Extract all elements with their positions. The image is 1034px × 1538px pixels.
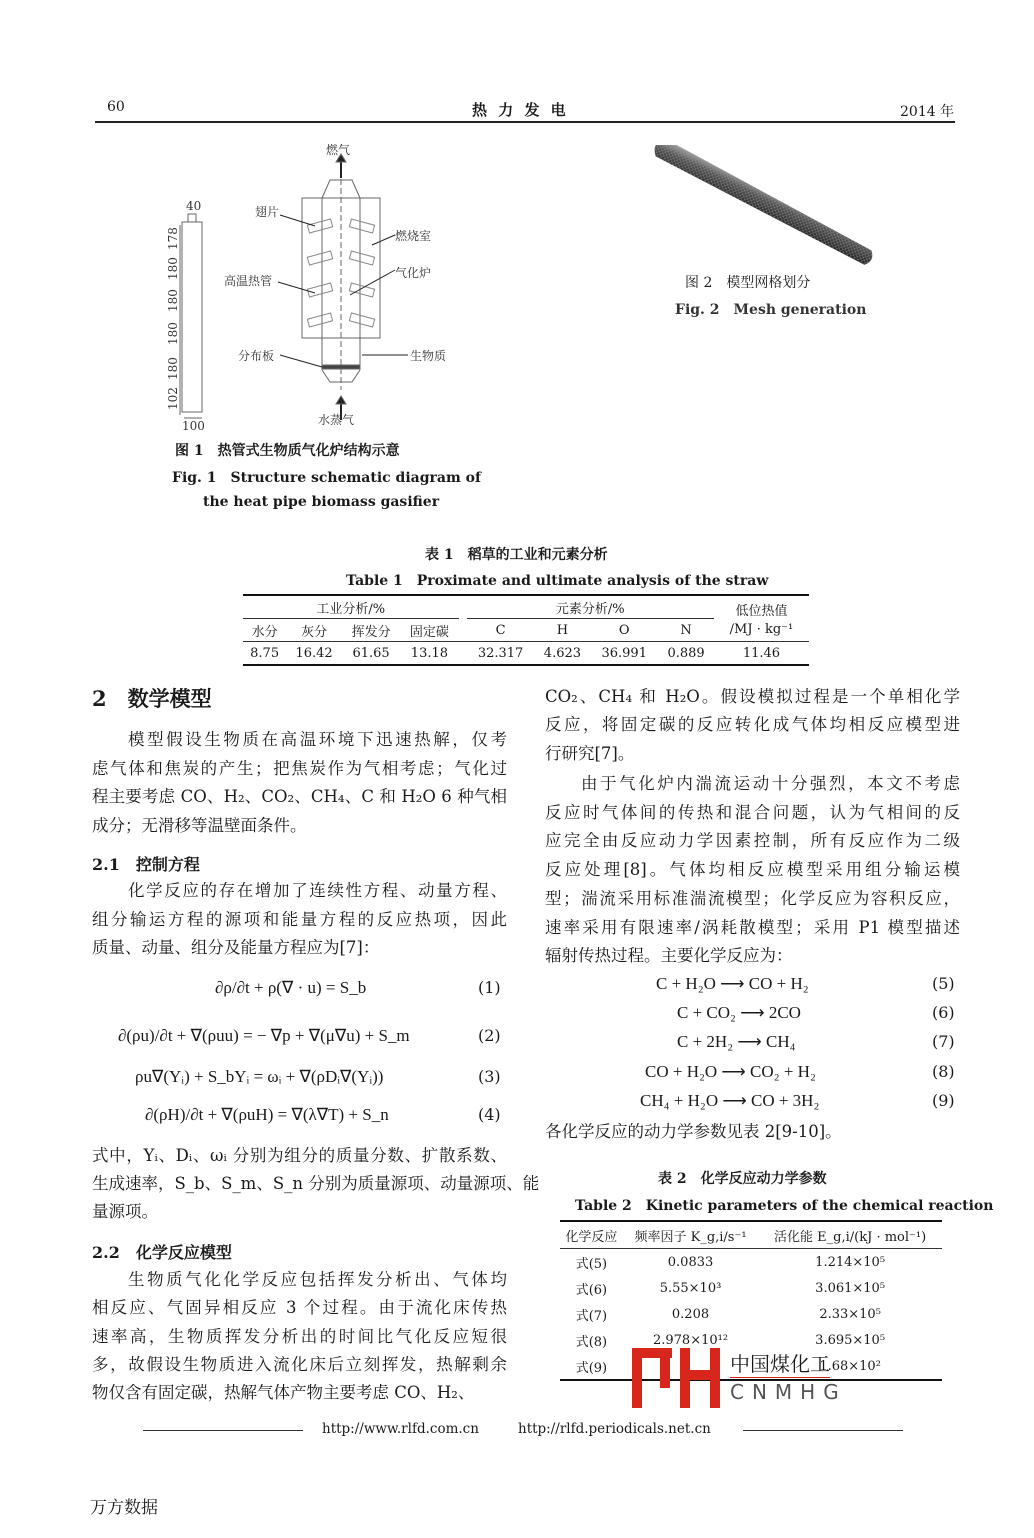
text-line: 辐射传热过程。主要化学反应为： xyxy=(545,946,793,966)
table2-cell: 3.695×10⁵ xyxy=(815,1332,886,1348)
table1-cell: 4.623 xyxy=(543,645,582,661)
watermark-logo xyxy=(632,1348,847,1412)
text-line: 化学反应的存在增加了连续性方程、动量方程、 xyxy=(128,881,507,900)
text-line: 相反应、气固异相反应 3 个过程。由于流化床传热 xyxy=(92,1298,507,1318)
dim-6: 102 xyxy=(166,387,180,410)
table2-cell: 0.0833 xyxy=(667,1254,714,1270)
label-combustion-chamber: 燃烧室 xyxy=(395,229,432,243)
figure2-caption-en: Fig. 2 Mesh generation xyxy=(675,302,867,318)
text-line: 多，故假设生物质进入流化床后立刻挥发，热解剩余 xyxy=(92,1354,507,1374)
label-steam: 水蒸气 xyxy=(318,413,355,427)
table2-row xyxy=(560,1249,942,1276)
table2-cell: 5.55×10³ xyxy=(659,1280,722,1296)
watermark-cn: 中国煤化工 xyxy=(730,1348,830,1378)
dim-5: 180 xyxy=(166,357,180,380)
table1-header-row xyxy=(243,619,809,642)
table1-row xyxy=(243,642,809,666)
reaction-number: (5) xyxy=(932,974,955,993)
journal-name: 热 力 发 电 xyxy=(472,101,569,119)
table1-cell: 32.317 xyxy=(477,645,524,661)
table1-cell: 13.18 xyxy=(410,645,449,661)
label-gas: 燃气 xyxy=(326,143,351,157)
equation-number: (4) xyxy=(478,1105,501,1124)
source-label: 万方数据 xyxy=(90,1498,158,1518)
text-line: 成分；无滑移等温壁面条件。 xyxy=(92,815,307,835)
reaction-expression: CH₄ + H₂O ⟶ CO + 3H₂ xyxy=(640,1091,820,1110)
figure1-caption-en-1: Fig. 1 Structure schematic diagram of xyxy=(172,470,482,486)
equation-number: (1) xyxy=(478,978,501,997)
equation-expression: ∂(ρu)/∂t + ∇(ρuu) = − ∇p + ∇(μ∇u) + S_m xyxy=(118,1026,410,1045)
table1 xyxy=(243,594,809,666)
table2-cell: 2.978×10¹² xyxy=(652,1332,729,1348)
label-heat-pipe: 高温热管 xyxy=(224,274,273,288)
page-number: 60 xyxy=(107,99,125,115)
dim-2: 180 xyxy=(166,257,180,280)
year: 2014 年 xyxy=(900,104,955,120)
reaction-number: (9) xyxy=(932,1091,955,1110)
figure2-caption-cn: 图 2 模型网格划分 xyxy=(685,275,811,291)
table1-col: N xyxy=(680,622,692,638)
reaction-number: (6) xyxy=(932,1003,955,1022)
section-2-2-heading: 2.2 化学反应模型 xyxy=(92,1243,232,1262)
table1-cell: 36.991 xyxy=(601,645,647,661)
text-line: 型；湍流采用标准湍流模型；化学反应为容积反应， xyxy=(545,888,960,908)
text-line: 速率高，生物质挥发分析出的时间比气化反应短很 xyxy=(92,1326,507,1346)
text-line: 反应时气体间的传热和混合问题，认为气相间的反 xyxy=(545,802,960,822)
table1-heat-label: 低位热值 xyxy=(735,603,788,619)
table1-cell: 0.889 xyxy=(667,645,705,661)
equation-number: (3) xyxy=(478,1067,501,1086)
footer-url-1[interactable]: http://www.rlfd.com.cn xyxy=(322,1421,479,1437)
text-line: 生物质气化化学反应包括挥发分析出、气体均 xyxy=(128,1270,507,1289)
table2-title-cn: 表 2 化学反应动力学参数 xyxy=(658,1171,827,1187)
table2-col: 频率因子 K_g,i/s⁻¹ xyxy=(634,1229,747,1245)
equation-expression: ρu∇(Yᵢ) + S_bYᵢ = ωᵢ + ∇(ρDᵢ∇(Yᵢ)) xyxy=(135,1067,384,1086)
table2-cell: 式(8) xyxy=(575,1334,608,1350)
table1-col: 水分 xyxy=(251,624,278,640)
text-line: 质量、动量、组分及能量方程应为[7]： xyxy=(92,938,380,958)
reaction-expression: CO + H₂O ⟶ CO₂ + H₂ xyxy=(645,1062,816,1081)
table1-heat-unit: /MJ · kg⁻¹ xyxy=(729,622,794,638)
table1-group-proximate: 工业分析/% xyxy=(243,595,459,619)
table2-cell: 1.68×10² xyxy=(819,1358,881,1374)
table2-cell: 式(7) xyxy=(575,1308,608,1324)
dim-top: 40 xyxy=(186,199,202,213)
equation-number: (2) xyxy=(478,1026,501,1045)
section-2-1-heading: 2.1 控制方程 xyxy=(92,855,200,874)
text-line: 由于气化炉内湍流运动十分强烈，本文不考虑 xyxy=(581,774,960,793)
table2-row xyxy=(560,1275,942,1301)
label-biomass: 生物质 xyxy=(410,349,447,363)
label-gasifier: 气化炉 xyxy=(395,266,432,280)
table2-cell: 式(9) xyxy=(575,1360,608,1376)
equation-expression: ∂ρ/∂t + ρ(∇ · u) = S_b xyxy=(215,978,367,997)
table2-col: 活化能 E_g,i/(kJ · mol⁻¹) xyxy=(774,1229,927,1245)
dim-1: 178 xyxy=(166,227,180,250)
text-line: 模型假设生物质在高温环境下迅速热解，仅考 xyxy=(128,730,507,749)
text-line: 反应处理[8]。气体均相反应模型采用组分输运模 xyxy=(545,860,960,880)
cnmhg-logo-icon xyxy=(632,1348,722,1408)
table1-group-ultimate: 元素分析/% xyxy=(467,595,714,619)
text-line: 应完全由反应动力学因素控制，所有反应作为二级 xyxy=(545,831,960,851)
footer-rule-left xyxy=(143,1430,303,1431)
reaction-expression: C + 2H₂ ⟶ CH₄ xyxy=(677,1032,796,1051)
table2-header-row xyxy=(560,1221,942,1249)
reaction-number: (7) xyxy=(932,1032,955,1051)
reaction-number: (8) xyxy=(932,1062,955,1081)
table1-col: H xyxy=(556,622,569,638)
table2-row xyxy=(560,1301,942,1327)
label-distributor: 分布板 xyxy=(238,349,275,363)
table1-cell: 16.42 xyxy=(295,645,333,661)
table1-cell: 61.65 xyxy=(352,645,390,661)
table2-cell: 0.208 xyxy=(671,1306,710,1322)
text-line: 物仅含有固定碳，热解气体产物主要考虑 CO、H₂、 xyxy=(92,1383,475,1403)
figure2-mesh xyxy=(630,145,890,265)
table1-col: 灰分 xyxy=(301,624,328,640)
text-line: 生成速率，S_b、S_m、S_n 分别为质量源项、动量源项、能 xyxy=(92,1174,540,1194)
reaction-expression: C + H₂O ⟶ CO + H₂ xyxy=(656,974,809,993)
table1-cell: 11.46 xyxy=(742,645,781,661)
section-2-heading: 2 数学模型 xyxy=(92,686,212,711)
text-line: 反应，将固定碳的反应转化成气体均相反应模型进 xyxy=(545,715,960,735)
dim-bottom: 100 xyxy=(182,419,205,433)
table1-col: C xyxy=(495,622,506,638)
table1-col: 挥发分 xyxy=(351,624,391,640)
table2-col: 化学反应 xyxy=(565,1229,618,1245)
text-line: 虑气体和焦炭的产生；把焦炭作为气相考虑；气化过 xyxy=(92,758,507,778)
text-line: CO₂、CH₄ 和 H₂O。假设模拟过程是一个单相化学 xyxy=(545,687,960,706)
text-line: 速率采用有限速率/涡耗散模型；采用 P1 模型描述 xyxy=(545,917,960,937)
table2-cell: 式(5) xyxy=(575,1256,608,1272)
table1-col: 固定碳 xyxy=(409,624,449,640)
table2-title-en: Table 2 Kinetic parameters of the chemical reaction xyxy=(575,1198,994,1214)
footer-url-2[interactable]: http://rlfd.periodicals.net.cn xyxy=(518,1421,711,1437)
header-rule xyxy=(95,121,955,123)
watermark-en: CNMHG xyxy=(730,1380,847,1404)
figure1-caption-cn: 图 1 热管式生物质气化炉结构示意 xyxy=(175,443,400,459)
table1-col: O xyxy=(618,622,630,638)
label-fin: 翅片 xyxy=(255,205,280,219)
text-line: 式中，Yᵢ、Dᵢ、ωᵢ 分别为组分的质量分数、扩散系数、 xyxy=(92,1146,507,1165)
table2-cell: 2.33×10⁵ xyxy=(819,1306,881,1322)
figure1-caption-en-2: the heat pipe biomass gasifier xyxy=(203,494,440,510)
table2-cell: 3.061×10⁵ xyxy=(815,1280,886,1296)
table1-title-cn: 表 1 稻草的工业和元素分析 xyxy=(425,547,608,563)
footer-rule-right xyxy=(743,1430,903,1431)
text-line: 行研究[7]。 xyxy=(545,743,635,763)
table1-cell: 8.75 xyxy=(250,645,280,661)
dim-3: 180 xyxy=(166,289,180,312)
text-line: 各化学反应的动力学参数见表 2[9-10]。 xyxy=(545,1122,842,1141)
text-line: 程主要考虑 CO、H₂、CO₂、CH₄、C 和 H₂O 6 种气相 xyxy=(92,787,507,807)
text-line: 组分输运方程的源项和能量方程的反应热项，因此 xyxy=(92,909,507,929)
text-line: 量源项。 xyxy=(92,1202,158,1222)
reaction-expression: C + CO₂ ⟶ 2CO xyxy=(677,1003,801,1022)
table2-cell: 1.214×10⁵ xyxy=(815,1254,886,1270)
figure1-diagram xyxy=(150,140,470,440)
table1-title-en: Table 1 Proximate and ultimate analysis of the straw xyxy=(346,573,769,589)
table2-cell: 式(6) xyxy=(575,1282,608,1298)
dim-4: 180 xyxy=(166,322,180,345)
equation-expression: ∂(ρH)/∂t + ∇(ρuH) = ∇(λ∇T) + S_n xyxy=(145,1105,389,1124)
